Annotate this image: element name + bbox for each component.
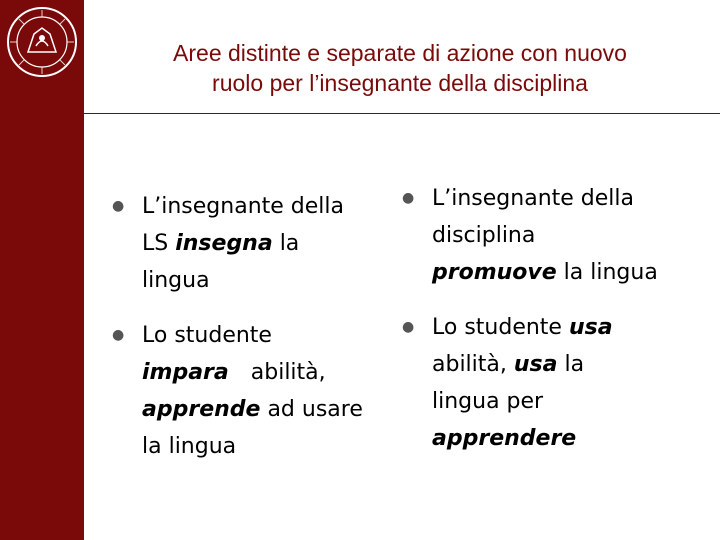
bullet-line: Lo studente	[142, 323, 272, 348]
sidebar	[0, 0, 84, 540]
bullet-item	[112, 317, 397, 465]
right-column	[402, 180, 702, 475]
title-line-2: ruolo per l’insegnante della disciplina	[212, 70, 588, 96]
university-seal-icon	[6, 6, 78, 78]
bullet-line: L’insegnante della	[432, 186, 634, 211]
bullet-dot-icon: ●	[112, 198, 125, 214]
bullet-line: apprende ad usare	[142, 397, 363, 422]
emphasis-text: apprendere	[432, 426, 577, 451]
bullet-dot-icon: ●	[112, 327, 125, 343]
emphasis-text: impara	[142, 360, 229, 385]
bullet-item	[402, 180, 702, 291]
emphasis-text: insegna	[175, 231, 273, 256]
emphasis-text: usa	[568, 315, 613, 340]
bullet-line	[432, 420, 702, 457]
bullet-line: abilità, usa la	[432, 352, 585, 377]
bullet-line: disciplina	[432, 223, 536, 248]
bullet-line: Lo studente usa	[432, 315, 613, 340]
emphasis-text: usa	[513, 352, 558, 377]
bullet-line: L’insegnante della	[142, 194, 344, 219]
bullet-line: lingua per	[432, 389, 544, 414]
title-divider	[84, 113, 720, 114]
bullet-line: impara abilità,	[142, 360, 326, 385]
emphasis-text: apprende	[142, 397, 261, 422]
bullet-line: la lingua	[142, 434, 237, 459]
bullet-item	[402, 309, 702, 457]
bullet-dot-icon: ●	[402, 190, 415, 206]
emphasis-text: promuove	[432, 260, 557, 285]
bullet-line: LS insegna la	[142, 231, 300, 256]
bullet-dot-icon: ●	[402, 319, 415, 335]
bullet-line: lingua	[142, 268, 210, 293]
title-line-1: Aree distinte e separate di azione con nuovo	[173, 40, 627, 66]
bullet-line: promuove la lingua	[432, 260, 658, 285]
left-column	[112, 188, 397, 483]
bullet-item	[112, 188, 397, 299]
slide-title	[100, 38, 700, 98]
